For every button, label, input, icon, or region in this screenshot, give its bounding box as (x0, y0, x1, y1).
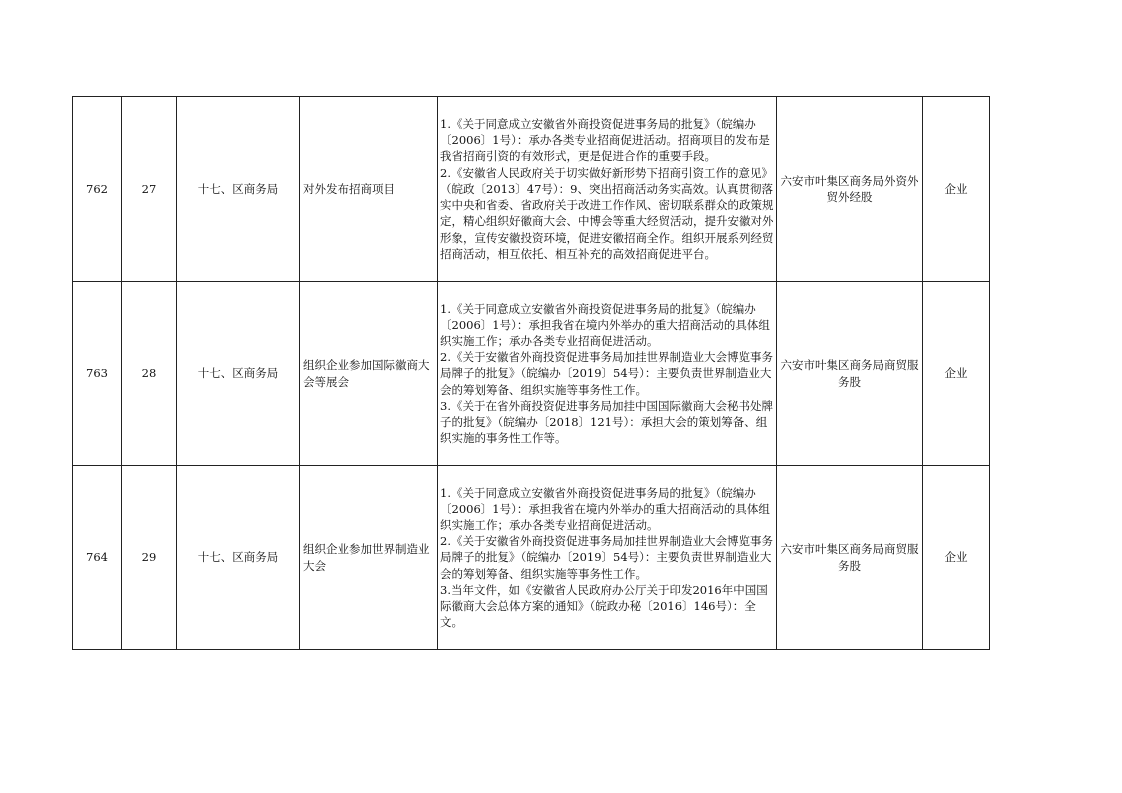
matters-table (72, 96, 990, 650)
basis-clause: 3.当年文件，如《安徽省人民政府办公厅关于印发2016年中国国际徽商大会总体方案的通知》（皖政办秘〔2016〕146号）：全文。 (440, 582, 768, 630)
basis-clause: 1.《关于同意成立安徽省外商投资促进事务局的批复》（皖编办〔2006〕1号）：承担我省在境内外举办的重大招商活动的具体组织实施工作；承办各类专业招商促进活动。 (440, 485, 770, 532)
basis-clause: 1.《关于同意成立安徽省外商投资促进事务局的批复》（皖编办〔2006〕1号）：承担我省在境内外举办的重大招商活动的具体组织实施工作；承办各类专业招商促进活动。 (440, 301, 770, 348)
item-name-cell: 组织企业参加世界制造业大会 (300, 466, 438, 650)
department-cell: 十七、区商务局 (177, 97, 300, 282)
legal-basis-cell (438, 282, 777, 466)
seq-cell: 762 (73, 97, 122, 282)
basis-clause: 3.《关于在省外商投资促进事务局加挂中国国际徽商大会秘书处牌子的批复》（皖编办〔2018〕121号）：承担大会的策划筹备、组织实施的事务性工作等。 (440, 398, 773, 446)
sub-seq-cell: 27 (122, 97, 177, 282)
basis-clause: 1.《关于同意成立安徽省外商投资促进事务局的批复》（皖编办〔2006〕1号）：承办各类专业招商促进活动。招商项目的发布是我省招商引资的有效形式，更是促进合作的重要手段。 (440, 117, 770, 164)
seq-cell: 764 (73, 466, 122, 650)
responsible-unit-cell: 六安市叶集区商务局商贸服务股 (777, 466, 923, 650)
seq-cell: 763 (73, 282, 122, 466)
table-row (73, 97, 990, 282)
department-cell: 十七、区商务局 (177, 466, 300, 650)
item-name-cell: 对外发布招商项目 (300, 97, 438, 282)
legal-basis-cell (438, 466, 777, 650)
table-row (73, 466, 990, 650)
department-cell: 十七、区商务局 (177, 282, 300, 466)
service-target-cell: 企业 (923, 97, 990, 282)
responsible-unit-cell: 六安市叶集区商务局外资外贸外经股 (777, 97, 923, 282)
basis-clause: 2.《关于安徽省外商投资促进事务局加挂世界制造业大会博览事务局牌子的批复》（皖编办〔2019〕54号）：主要负责世界制造业大会的筹划筹备、组织实施等事务性工作。 (440, 534, 773, 581)
sub-seq-cell: 28 (122, 282, 177, 466)
responsible-unit-cell: 六安市叶集区商务局商贸服务股 (777, 282, 923, 466)
item-name-cell: 组织企业参加国际徽商大会等展会 (300, 282, 438, 466)
basis-clause: 2.《安徽省人民政府关于切实做好新形势下招商引资工作的意见》（皖政〔2013〕47号）：9、突出招商活动务实高效。认真贯彻落实中央和省委、省政府关于改进工作作风、密切联系群众的政策规定，精心组织好徽商大会、中博会等重大经贸活动，提升安徽对外形象，宣传安徽投资环境，促进安徽招商全作。组织开展系列经贸招商活动，相互依托、相互补充的高效招商促进平台。 (440, 165, 774, 261)
table-row (73, 282, 990, 466)
service-target-cell: 企业 (923, 282, 990, 466)
basis-clause: 2.《关于安徽省外商投资促进事务局加挂世界制造业大会博览事务局牌子的批复》（皖编办〔2019〕54号）：主要负责世界制造业大会的筹划筹备、组织实施等事务性工作。 (440, 350, 773, 397)
service-target-cell: 企业 (923, 466, 990, 650)
legal-basis-cell (438, 97, 777, 282)
sub-seq-cell: 29 (122, 466, 177, 650)
